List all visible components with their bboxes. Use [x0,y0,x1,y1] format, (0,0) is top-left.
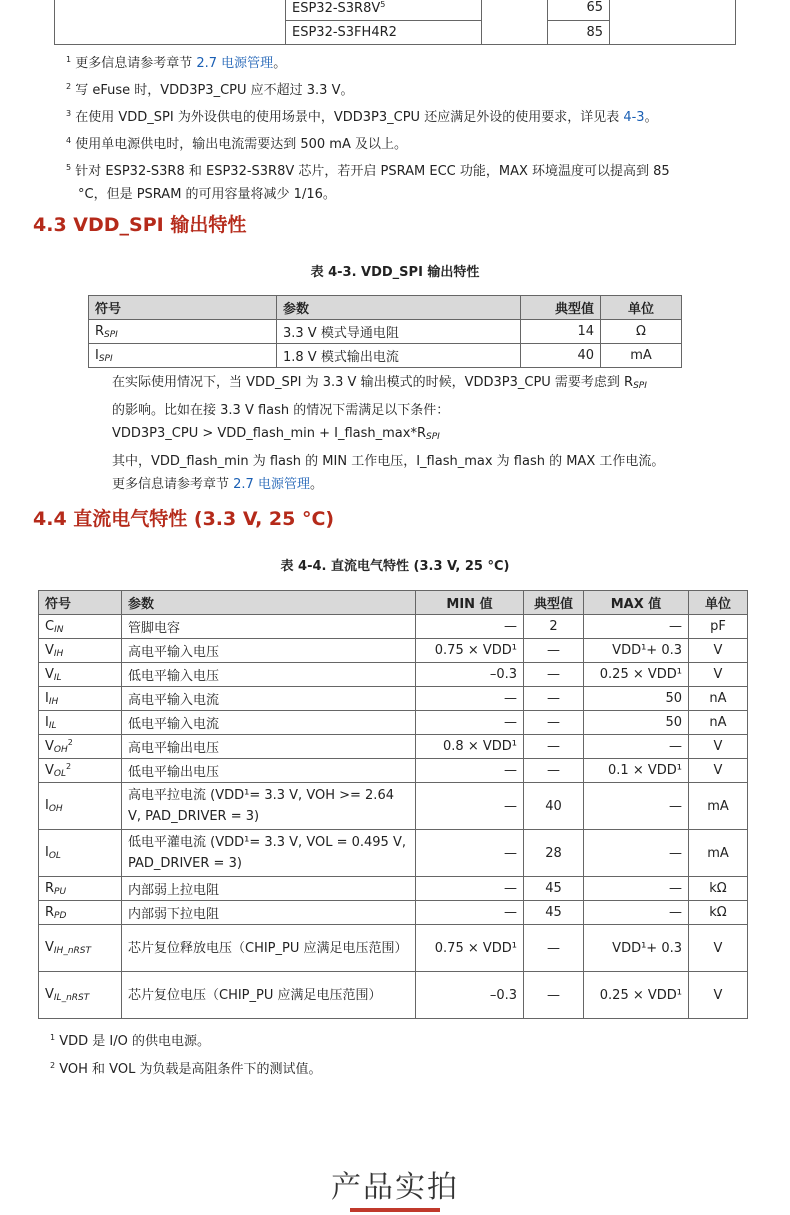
max-cell: 0.1 × VDD¹ [584,759,689,783]
table-row [39,711,748,735]
note-line: 的影响。比如在接 3.3 V flash 的情况下需满足以下条件： [112,402,450,418]
param-cell: 管脚电容 [122,615,416,639]
param-cell: 内部弱上拉电阻 [122,877,416,901]
unit-cell: V [689,925,748,972]
typ-cell: 45 [524,877,584,901]
table-row [39,687,748,711]
col-header: 参数 [277,296,521,320]
note-line: 更多信息请参考章节 2.7 电源管理。 [112,477,323,492]
unit-cell: V [689,663,748,687]
symbol-cell: $I_{IL}$ [39,711,122,735]
note-line: $^5$ 针对 ESP32-S3R8 和 ESP32-S3R8V 芯片，若开启 PSRAM ECC 功能，MAX 环境温度可以提高到 85 [66,163,670,179]
symbol-cell: $I_{IH}$ [39,687,122,711]
symbol-cell: $I_{OH}$ [39,783,122,830]
footnote-line: $^1$ VDD 是 I/O 的供电电源。 [50,1033,210,1049]
typ-cell: — [524,639,584,663]
table-row [39,759,748,783]
section-title-4-3: 4.3 VDD_SPI 输出特性 [33,214,247,236]
max-cell: 0.25 × VDD¹ [584,972,689,1019]
min-cell: — [416,687,524,711]
typ-cell: 45 [524,901,584,925]
note-line: $^4$ 使用单电源供电时，输出电流需要达到 500 mA 及以上。 [66,136,408,152]
min-cell: –0.3 [416,972,524,1019]
param-cell: 高电平输入电压 [122,639,416,663]
typ-cell: — [524,687,584,711]
typ-cell: 28 [524,830,584,877]
param-cell: 高电平输入电流 [122,687,416,711]
param-cell: 3.3 V 模式导通电阻 [277,320,521,344]
unit-cell: mA [601,344,682,368]
unit-cell: nA [689,711,748,735]
typ-cell: — [524,972,584,1019]
typ-cell: — [524,663,584,687]
max-cell: — [584,783,689,830]
col-header: 符号 [39,591,122,615]
note-line: $^1$ 更多信息请参考章节 2.7 电源管理。 [66,55,287,71]
max-cell: — [584,615,689,639]
min-cell: — [416,783,524,830]
max-cell: — [584,877,689,901]
top-cell-empty3 [610,21,736,45]
min-cell: — [416,877,524,901]
symbol-cell: $V_{OH}^2$ [39,735,122,759]
unit-cell: mA [689,830,748,877]
unit-cell: V [689,639,748,663]
table-row [39,925,748,972]
min-cell: 0.75 × VDD¹ [416,925,524,972]
table-row [39,877,748,901]
symbol-cell: $V_{IH}$ [39,639,122,663]
col-header: MAX 值 [584,591,689,615]
param-cell: 内部弱下拉电阻 [122,901,416,925]
table-row [55,21,736,45]
symbol-cell: $I_{SPI}$ [89,344,277,368]
col-header: 符号 [89,296,277,320]
col-header: 单位 [601,296,682,320]
unit-cell: nA [689,687,748,711]
table-row [39,663,748,687]
top-cell-value: 65 [548,0,610,21]
table-header-row [89,296,682,320]
symbol-cell: $R_{PD}$ [39,901,122,925]
typ-cell: 40 [524,783,584,830]
max-cell: — [584,830,689,877]
top-cell-empty1 [55,21,286,45]
col-header: 典型值 [524,591,584,615]
top-cell-empty1 [55,0,286,21]
typ-cell: — [524,925,584,972]
min-cell: –0.3 [416,663,524,687]
unit-cell: V [689,759,748,783]
top-cell-value: 85 [548,21,610,45]
table-caption-4-4: 表 4-4. 直流电气特性 (3.3 V, 25 °C) [280,559,510,574]
min-cell: — [416,830,524,877]
typ-cell: — [524,759,584,783]
min-cell: 0.75 × VDD¹ [416,639,524,663]
table-row [39,735,748,759]
max-cell: — [584,735,689,759]
min-cell: — [416,615,524,639]
top-cell-empty2 [482,0,548,21]
param-cell: 高电平输出电压 [122,735,416,759]
dc-characteristics-table [38,590,748,1019]
symbol-cell: $V_{IL\_nRST}$ [39,972,122,1019]
footnote-line: $^2$ VOH 和 VOL 为负载是高阻条件下的测试值。 [50,1061,322,1077]
typ-cell: 40 [521,344,601,368]
top-table [54,0,736,45]
typ-cell: 2 [524,615,584,639]
col-header: 单位 [689,591,748,615]
param-cell: 1.8 V 模式输出电流 [277,344,521,368]
col-header: 典型值 [521,296,601,320]
min-cell: 0.8 × VDD¹ [416,735,524,759]
symbol-cell: $I_{OL}$ [39,830,122,877]
min-cell: — [416,759,524,783]
vdd-spi-table [88,295,682,368]
section-link[interactable]: 2.7 电源管理 [233,477,310,492]
typ-cell: — [524,711,584,735]
section-link[interactable]: 2.7 电源管理 [196,56,274,71]
table-row [39,615,748,639]
unit-cell: Ω [601,320,682,344]
top-cell-empty3 [610,0,736,21]
table-row [89,320,682,344]
min-cell: — [416,901,524,925]
note-line: 其中，VDD_flash_min 为 flash 的 MIN 工作电压，I_flash_max 为 flash 的 MAX 工作电流。 [112,453,665,469]
param-cell: 芯片复位释放电压（CHIP_PU 应满足电压范围） [122,925,416,972]
typ-cell: 14 [521,320,601,344]
param-cell: 芯片复位电压（CHIP_PU 应满足电压范围） [122,972,416,1019]
typ-cell: — [524,735,584,759]
table-row [39,830,748,877]
max-cell: — [584,901,689,925]
top-cell-model: ESP32-S3FH4R2 [286,21,482,45]
symbol-cell: $V_{OL}^2$ [39,759,122,783]
table-header-row [39,591,748,615]
min-cell: — [416,711,524,735]
unit-cell: pF [689,615,748,639]
top-cell-empty2 [482,21,548,45]
vdd-spi-notes [112,371,752,497]
section-title-4-4: 4.4 直流电气特性 (3.3 V, 25 °C) [33,508,335,530]
max-cell: 50 [584,687,689,711]
table-link[interactable]: 4-3 [623,110,645,125]
note-line: °C，但是 PSRAM 的可用容量将减少 1/16。 [78,187,336,202]
symbol-cell: $V_{IH\_nRST}$ [39,925,122,972]
param-cell: 低电平输出电压 [122,759,416,783]
table-row [89,344,682,368]
col-header: 参数 [122,591,416,615]
note-line: VDD3P3_CPU > VDD_flash_min + $I\_flash\_\max*R_{SPI}$ [112,426,440,442]
max-cell: VDD¹+ 0.3 [584,925,689,972]
max-cell: VDD¹+ 0.3 [584,639,689,663]
note-line: $^2$ 写 eFuse 时，VDD3P3_CPU 应不超过 3.3 V。 [66,82,354,98]
symbol-cell: $C_{IN}$ [39,615,122,639]
unit-cell: V [689,972,748,1019]
unit-cell: V [689,735,748,759]
note-line: $^3$ 在使用 VDD_SPI 为外设供电的使用场景中，VDD3P3_CPU 还应满足外设的使用要求，详见表 4-3。 [66,109,658,125]
unit-cell: kΩ [689,901,748,925]
param-cell: 低电平输入电压 [122,663,416,687]
table-caption-4-3: 表 4-3. VDD_SPI 输出特性 [310,265,480,280]
symbol-cell: $R_{PU}$ [39,877,122,901]
table-row [39,639,748,663]
footer-title: 产品实拍 [331,1170,459,1205]
dc-footnotes [50,1026,321,1082]
symbol-cell: $R_{SPI}$ [89,320,277,344]
footer-accent-bar [350,1208,440,1212]
unit-cell: mA [689,783,748,830]
note-line: 在实际使用情况下，当 VDD_SPI 为 3.3 V 输出模式的时候，VDD3P3_CPU 需要考虑到 $R_{SPI}$ [112,375,647,391]
table-row [39,901,748,925]
max-cell: 0.25 × VDD¹ [584,663,689,687]
col-header: MIN 值 [416,591,524,615]
symbol-cell: $V_{IL}$ [39,663,122,687]
table-row [39,972,748,1019]
param-cell: 低电平灌电流 (VDD¹= 3.3 V, VOL = 0.495 V, PAD_DRIVER = 3) [122,830,416,877]
top-notes [66,48,756,206]
table-row [55,0,736,21]
max-cell: 50 [584,711,689,735]
unit-cell: kΩ [689,877,748,901]
param-cell: 高电平拉电流 (VDD¹= 3.3 V, VOH >= 2.64 V, PAD_DRIVER = 3) [122,783,416,830]
dc-table-body [39,615,748,1019]
param-cell: 低电平输入电流 [122,711,416,735]
top-cell-model: $ESP32-S3R8V^5$ [286,0,482,21]
table-row [39,783,748,830]
